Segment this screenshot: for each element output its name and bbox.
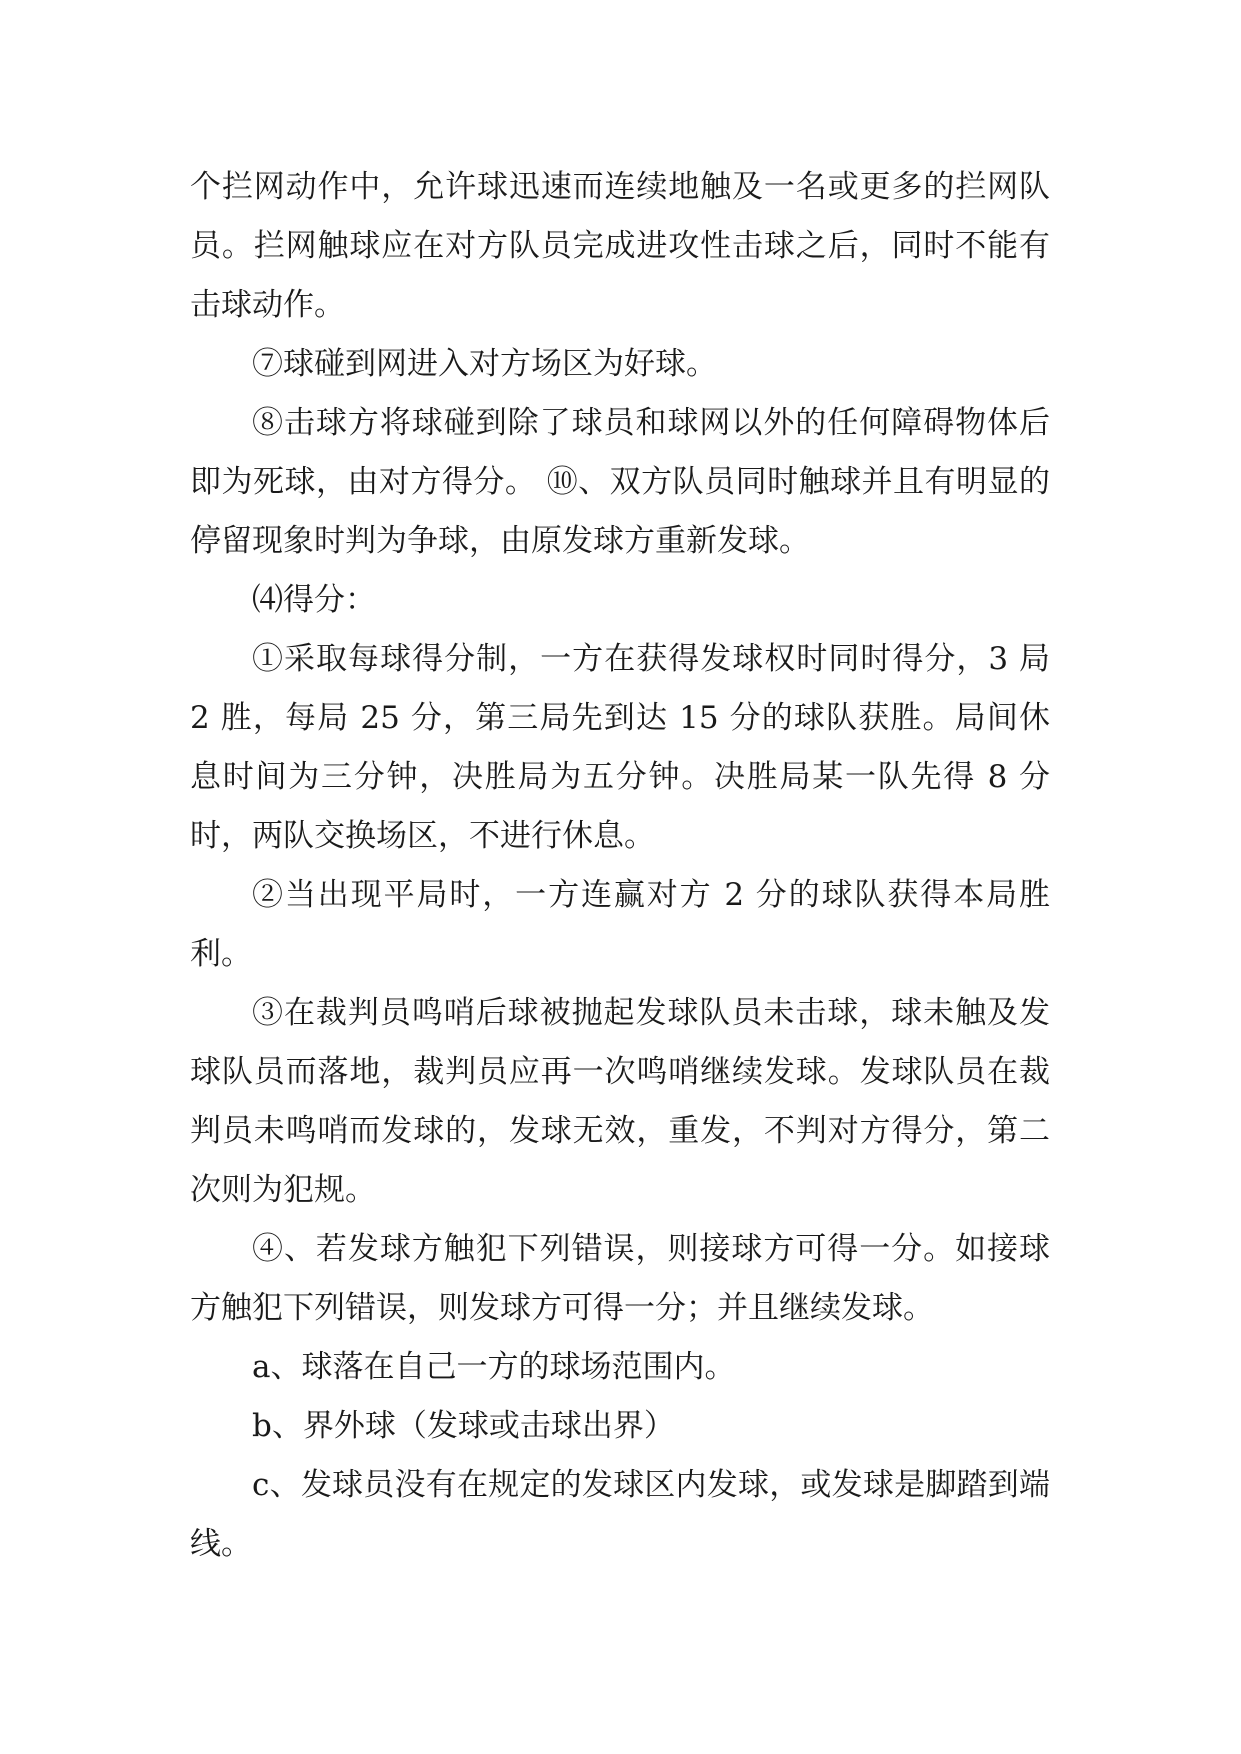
list-item: a、球落在自己一方的球场范围内。 (252, 1349, 736, 1385)
document-body (190, 158, 1050, 1574)
paragraph: ⑦球碰到网进入对方场区为好球。 (252, 346, 717, 382)
list-item: c、发球员没有在规定的发球区内发球，或发球是脚踏到端线。 (190, 1467, 1050, 1562)
section-heading: ⑷得分： (252, 582, 376, 618)
paragraph: ③在裁判员鸣哨后球被抛起发球队员未击球，球未触及发球队员而落地，裁判员应再一次鸣哨继续发球。发球队员在裁判员未鸣哨而发球的，发球无效，重发，不判对方得分，第二次则为犯规。 (190, 995, 1050, 1208)
paragraph: ④、若发球方触犯下列错误，则接球方可得一分。如接球方触犯下列错误，则发球方可得一分；并且继续发球。 (190, 1231, 1050, 1326)
list-item: b、界外球（发球或击球出界） (252, 1408, 675, 1444)
paragraph: ⑧击球方将球碰到除了球员和球网以外的任何障碍物体后即为死球，由对方得分。 ⑩、双方队员同时触球并且有明显的停留现象时判为争球，由原发球方重新发球。 (190, 405, 1050, 559)
paragraph: ②当出现平局时，一方连赢对方 2 分的球队获得本局胜利。 (190, 877, 1050, 972)
paragraph: 个拦网动作中，允许球迅速而连续地触及一名或更多的拦网队员。拦网触球应在对方队员完成进攻性击球之后，同时不能有击球动作。 (190, 169, 1050, 323)
paragraph: ①采取每球得分制，一方在获得发球权时同时得分，3 局 2 胜，每局 25 分，第三局先到达 15 分的球队获胜。局间休息时间为三分钟，决胜局为五分钟。决胜局某一队先得 8 分时，两队交换场区，不进行休息。 (190, 641, 1050, 854)
